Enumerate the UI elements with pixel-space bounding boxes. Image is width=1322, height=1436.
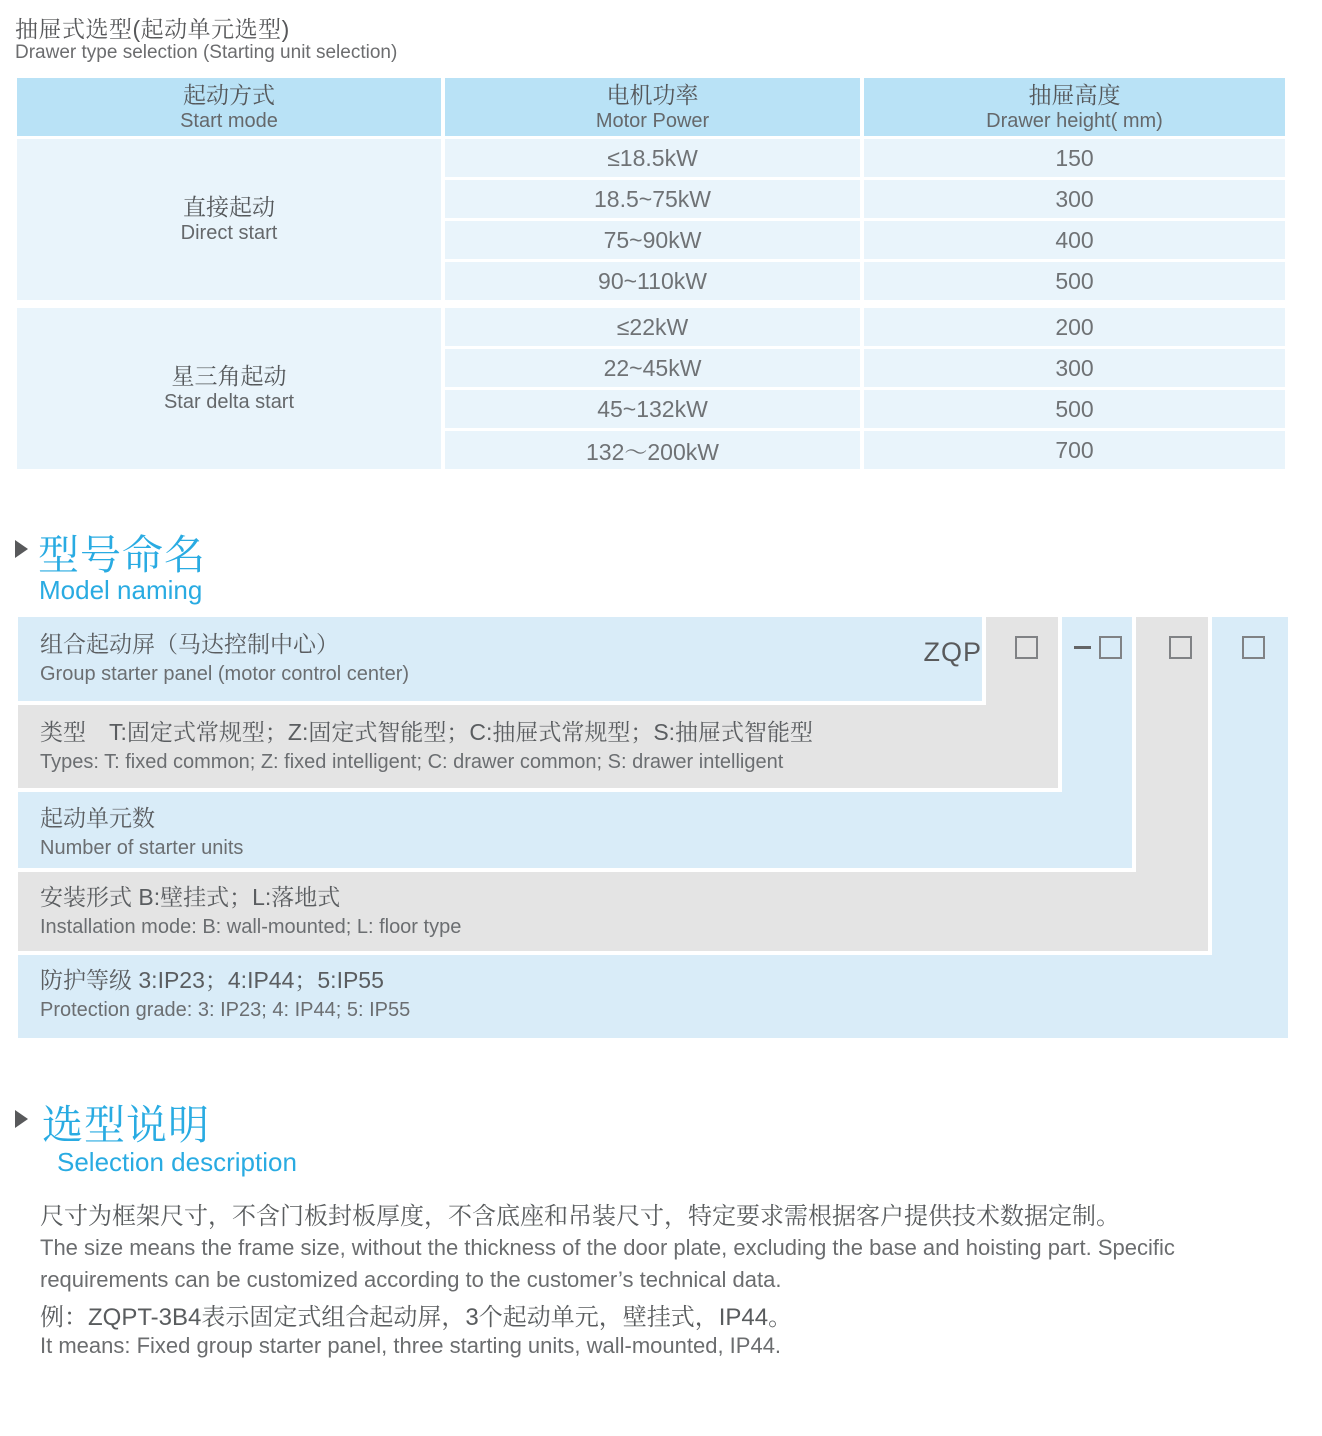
- description-example-zh: 例：ZQPT-3B4表示固定式组合起动屏，3个起动单元，壁挂式，IP44。: [40, 1304, 793, 1331]
- naming-row-starter-units: [40, 802, 243, 863]
- mode-label-en: Direct start: [180, 222, 278, 244]
- table-cell-height: 400: [864, 221, 1285, 259]
- model-naming-heading: 型号命名: [38, 532, 206, 578]
- table-header-drawer-height: [864, 78, 1285, 136]
- naming-row-en: Protection grade: 3: IP23; 4: IP44; 5: IP55: [40, 999, 411, 1021]
- table-cell-power: 75~90kW: [445, 221, 860, 259]
- selection-description-heading: 选型说明: [42, 1102, 210, 1148]
- naming-row-en: Group starter panel (motor control center): [40, 663, 410, 685]
- table-header-start-mode: [17, 78, 441, 136]
- table-column-drawer-height: [864, 78, 1285, 469]
- naming-row-zh: 组合起动屏（马达控制中心）: [40, 631, 339, 657]
- table-cell-height: 700: [864, 431, 1285, 469]
- drawer-selection-table: [17, 78, 1285, 469]
- naming-row-installation-mode: [40, 881, 461, 942]
- description-example-en: It means: Fixed group starter panel, three starting units, wall-mounted, IP44.: [40, 1333, 782, 1358]
- description-paragraph-en: The size means the frame size, without the thickness of the door plate, excluding the base and hoisting part. Specific requirements can be customized according to the customer’s technical data.: [40, 1235, 1175, 1292]
- model-code-dash-icon: [1074, 646, 1091, 649]
- table-cell-power: 18.5~75kW: [445, 180, 860, 218]
- header-label-zh: 抽屉高度: [1028, 81, 1121, 108]
- header-label-en: Start mode: [180, 109, 278, 132]
- table-cell-power: ≤22kW: [445, 308, 860, 346]
- table-cell-power: 132～200kW: [445, 431, 860, 469]
- table-cell-height: 500: [864, 390, 1285, 428]
- table-cell-power: 45~132kW: [445, 390, 860, 428]
- header-label-en: Drawer height( mm): [986, 109, 1163, 132]
- model-code-box-icon: [1169, 636, 1192, 659]
- table-cell-mode-direct-start: [17, 139, 441, 300]
- page-title: 抽屉式选型(起动单元选型): [15, 16, 290, 42]
- table-cell-height: 200: [864, 308, 1285, 346]
- table-cell-height: 150: [864, 139, 1285, 177]
- section-arrow-icon: [15, 540, 28, 558]
- naming-row-en: Types: T: fixed common; Z: fixed intelligent; C: drawer common; S: drawer intelligent: [40, 751, 784, 773]
- table-column-motor-power: [445, 78, 860, 469]
- table-cell-power: ≤18.5kW: [445, 139, 860, 177]
- naming-row-types: [40, 716, 813, 777]
- model-code-prefix: ZQP: [923, 637, 982, 667]
- table-column-start-mode: [17, 78, 441, 469]
- table-cell-mode-star-delta: [17, 308, 441, 469]
- naming-row-zh: 防护等级 3:IP23；4:IP44；5:IP55: [40, 967, 384, 993]
- table-cell-height: 300: [864, 349, 1285, 387]
- naming-row-zh: 安装形式 B:壁挂式；L:落地式: [40, 884, 341, 910]
- mode-label-zh: 星三角起动: [171, 363, 287, 389]
- model-code-box-icon: [1015, 636, 1038, 659]
- naming-row-zh: 类型 T:固定式常规型；Z:固定式智能型；C:抽屉式常规型；S:抽屉式智能型: [40, 719, 814, 745]
- naming-row-en: Number of starter units: [40, 837, 244, 859]
- page-title-en: Drawer type selection (Starting unit selection): [15, 42, 398, 63]
- naming-row-protection-grade: [40, 964, 410, 1025]
- header-label-zh: 起动方式: [183, 81, 275, 108]
- naming-row-zh: 起动单元数: [40, 805, 155, 831]
- table-cell-height: 300: [864, 180, 1285, 218]
- model-code-box-icon: [1099, 636, 1122, 659]
- naming-row-group-starter-panel: [40, 628, 409, 689]
- header-label-en: Motor Power: [595, 109, 710, 132]
- description-paragraph-zh: 尺寸为框架尺寸，不含门板封板厚度，不含底座和吊装尺寸，特定要求需根据客户提供技术数据定制。: [40, 1203, 1120, 1230]
- table-cell-height: 500: [864, 262, 1285, 300]
- section-arrow-icon: [15, 1110, 28, 1128]
- naming-row-en: Installation mode: B: wall-mounted; L: floor type: [40, 916, 462, 938]
- table-header-motor-power: [445, 78, 860, 136]
- selection-description-heading-en: Selection description: [57, 1147, 297, 1177]
- table-cell-power: 90~110kW: [445, 262, 860, 300]
- mode-label-en: Star delta start: [163, 391, 295, 413]
- model-code-box-icon: [1242, 636, 1265, 659]
- header-label-zh: 电机功率: [606, 81, 699, 108]
- model-naming-heading-en: Model naming: [39, 575, 203, 605]
- table-cell-power: 22~45kW: [445, 349, 860, 387]
- mode-label-zh: 直接起动: [183, 194, 275, 220]
- model-naming-diagram: [18, 617, 1288, 1038]
